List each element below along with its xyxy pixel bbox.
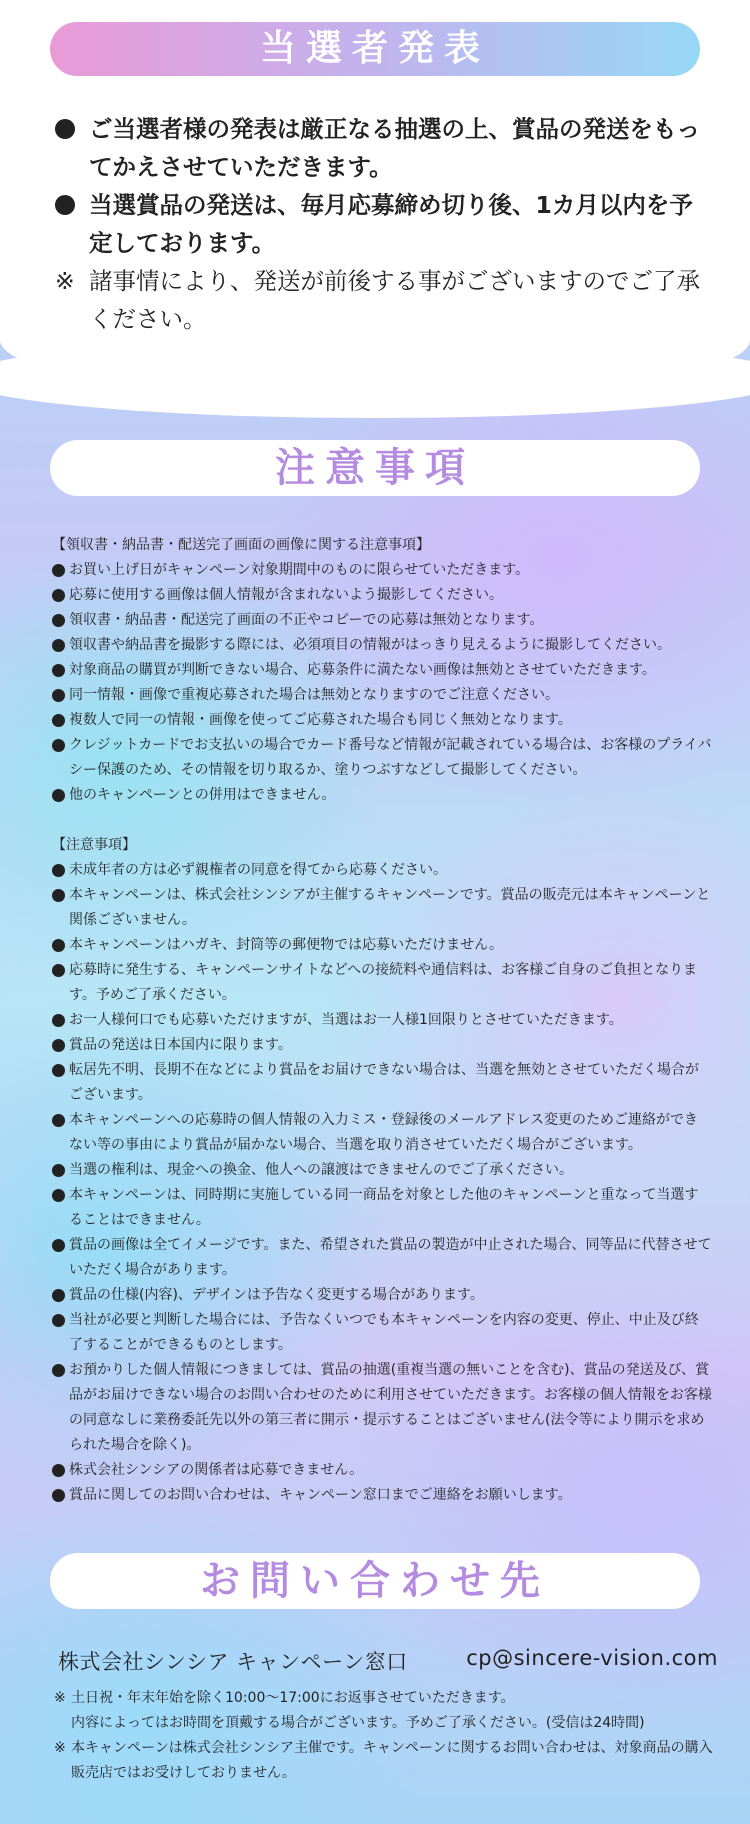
notice-item: [52, 933, 712, 958]
bullet-dot-icon: [52, 964, 65, 977]
notice-text: 賞品の発送は日本国内に限ります。: [69, 1037, 292, 1053]
notice-text: 同一情報・画像で重複応募された場合は無効となりますのでご注意ください。: [69, 687, 559, 703]
notice-item: [52, 708, 712, 733]
contact-footnotes: [54, 1686, 714, 1786]
bullet-dot-icon: [52, 564, 65, 577]
bullet-dot-icon: [52, 664, 65, 677]
notice-item: [52, 1008, 712, 1033]
notice-item: [52, 1458, 712, 1483]
notice-text: 本キャンペーンへの応募時の個人情報の入力ミス・登録後のメールアドレス変更のためご連絡ができない等の事由により賞品が届かない場合、当選を取り消させていただく場合がございます。: [69, 1112, 699, 1153]
notice-item: [52, 858, 712, 883]
announcement-note: [55, 262, 705, 338]
notice-item: [52, 733, 712, 783]
bullet-dot-icon: [52, 789, 65, 802]
receipt-notices-list: [52, 558, 712, 808]
notice-text: 株式会社シンシアの関係者は応募できません。: [69, 1462, 364, 1478]
announcement-text: 当選賞品の発送は、毎月応募締め切り後、1カ月以内を予定しております。: [89, 191, 693, 257]
notice-item: [52, 658, 712, 683]
notice-item: [52, 1058, 712, 1108]
notice-text: 未成年者の方は必ず親権者の同意を得てから応募ください。: [69, 862, 447, 878]
notice-text: クレジットカードでお支払いの場合でカード番号など情報が記載されている場合は、お客様のプライバシー保護のため、その情報を切り取るか、塗りつぶすなどして撮影してください。: [69, 737, 712, 778]
contact-email-link[interactable]: cp@sincere-vision.com: [466, 1646, 718, 1670]
notice-text: 当選の権利は、現金への換金、他人への譲渡はできませんのでご了承ください。: [69, 1162, 573, 1178]
notice-text: お一人様何口でも応募いただけますが、当選はお一人様1回限りとさせていただきます。: [69, 1012, 623, 1028]
bullet-dot-icon: [52, 614, 65, 627]
notice-text: 賞品の仕様(内容)、デザインは予告なく変更する場合があります。: [69, 1287, 484, 1303]
bullet-dot-icon: [52, 1364, 65, 1377]
bullet-dot-icon: [52, 1114, 65, 1127]
notice-text: 賞品の画像は全てイメージです。また、希望された賞品の製造が中止された場合、同等品に代替させていただく場合があります。: [69, 1237, 712, 1278]
notice-item: [52, 1033, 712, 1058]
announcement-text: ご当選者様の発表は厳正なる抽選の上、賞品の発送をもってかえさせていただきます。: [89, 115, 700, 181]
notice-text: 複数人で同一の情報・画像を使ってご応募された場合も同じく無効となります。: [69, 712, 572, 728]
winner-announcement-banner: [50, 22, 700, 76]
footnote-item: [54, 1686, 714, 1711]
contact-info: [58, 1646, 718, 1676]
general-notices-heading: 【注意事項】: [52, 837, 136, 853]
footnote-text: 内容によってはお時間を頂戴する場合がございます。予めご了承ください。(受信は24時間): [71, 1715, 645, 1731]
contact-title: お問い合わせ先: [200, 1558, 550, 1604]
notice-text: 領収書や納品書を撮影する際には、必須項目の情報がはっきり見えるように撮影してください。: [69, 637, 671, 653]
notice-item: [52, 883, 712, 933]
notice-text: 賞品に関してのお問い合わせは、キャンペーン窓口までご連絡をお願いします。: [69, 1487, 572, 1503]
notice-text: 他のキャンペーンとの併用はできません。: [69, 787, 336, 803]
announcement-section: [55, 110, 705, 338]
bullet-dot-icon: [52, 1464, 65, 1477]
notice-item: [52, 1108, 712, 1158]
bullet-dot-icon: [52, 1239, 65, 1252]
notice-item: [52, 1308, 712, 1358]
bullet-dot-icon: [52, 1289, 65, 1302]
notices-title: 注意事項: [275, 445, 475, 491]
bullet-dot-icon: [52, 1064, 65, 1077]
bullet-dot-icon: [52, 739, 65, 752]
bullet-dot-icon: [52, 889, 65, 902]
notice-text: 応募時に発生する、キャンペーンサイトなどへの接続料や通信料は、お客様ご自身のご負担となります。予めご了承ください。: [69, 962, 698, 1003]
bullet-dot-icon: [52, 639, 65, 652]
bullet-dot-icon: [52, 1039, 65, 1052]
bullet-dot-icon: [52, 1164, 65, 1177]
notice-item: [52, 1158, 712, 1183]
notice-text: 当社が必要と判断した場合には、予告なくいつでも本キャンペーンを内容の変更、停止、中止及び終了することができるものとします。: [69, 1312, 699, 1353]
footnote-item: [54, 1736, 714, 1786]
notice-item: [52, 608, 712, 633]
notice-text: 応募に使用する画像は個人情報が含まれないよう撮影してください。: [69, 587, 503, 603]
announcement-note-text: 諸事情により、発送が前後する事がございますのでご了承ください。: [89, 267, 700, 333]
notice-text: 領収書・納品書・配送完了画面の不正やコピーでの応募は無効となります。: [69, 612, 544, 628]
bullet-dot-icon: [52, 589, 65, 602]
footnote-mark: ※: [54, 1690, 66, 1706]
notice-text: 本キャンペーンは、株式会社シンシアが主催するキャンペーンです。賞品の販売元は本キャンペーンと関係ございません。: [69, 887, 711, 928]
announcement-item: [55, 110, 705, 186]
footnote-text: 本キャンペーンは株式会社シンシア主催です。キャンペーンに関するお問い合わせは、対象商品の購入販売店ではお受けしておりません。: [71, 1740, 713, 1781]
notice-item: [52, 558, 712, 583]
notice-item: [52, 1283, 712, 1308]
notice-item: [52, 958, 712, 1008]
notice-text: 転居先不明、長期不在などにより賞品をお届けできない場合は、当選を無効とさせていただく場合がございます。: [69, 1062, 699, 1103]
bullet-dot-icon: [52, 1014, 65, 1027]
note-mark: ※: [55, 267, 75, 295]
notice-text: お預かりした個人情報につきましては、賞品の抽選(重複当選の無いことを含む)、賞品の発送及び、賞品がお届けできない場合のお問い合わせのために利用させていただきます。お客様の個人情報をお客様の同意なしに業務委託先以外の第三者に開示・提示することはございません(法令等により開示を求められた場合を除く)。: [69, 1362, 712, 1453]
notice-item: [52, 583, 712, 608]
notice-text: 本キャンペーンは、同時期に実施している同一商品を対象とした他のキャンペーンと重なって当選することはできません。: [69, 1187, 699, 1228]
notice-text: お買い上げ日がキャンペーン対象期間中のものに限らせていただきます。: [69, 562, 530, 578]
footnote-mark: ※: [54, 1740, 66, 1756]
contact-name: 株式会社シンシア キャンペーン窓口: [58, 1650, 408, 1674]
bullet-dot-icon: [52, 689, 65, 702]
notices-banner: [50, 440, 700, 496]
notice-item: [52, 1183, 712, 1233]
notices-section: [52, 533, 712, 1508]
bullet-dot-icon: [52, 939, 65, 952]
notice-item: [52, 1358, 712, 1458]
contact-banner: [50, 1553, 700, 1609]
receipt-notices-heading: 【領収書・納品書・配送完了画面の画像に関する注意事項】: [52, 537, 430, 553]
general-notices-list: [52, 858, 712, 1508]
notice-text: 対象商品の購買が判断できない場合、応募条件に満たない画像は無効とさせていただきます。: [69, 662, 656, 678]
announcement-item: [55, 186, 705, 262]
notice-item: [52, 783, 712, 808]
bullet-dot-icon: [52, 714, 65, 727]
bullet-dot-icon: [52, 1189, 65, 1202]
footnote-text: 土日祝・年末年始を除く10:00〜17:00にお返事させていただきます。: [71, 1690, 515, 1706]
notice-item: [52, 633, 712, 658]
bullet-dot-icon: [55, 119, 75, 139]
notice-item: [52, 1233, 712, 1283]
winner-announcement-title: 当選者発表: [259, 28, 490, 69]
bullet-dot-icon: [55, 195, 75, 215]
bullet-dot-icon: [52, 864, 65, 877]
notice-item: [52, 1483, 712, 1508]
bullet-dot-icon: [52, 1314, 65, 1327]
notice-text: 本キャンペーンはハガキ、封筒等の郵便物では応募いただけません。: [69, 937, 503, 953]
footnote-item: [54, 1711, 714, 1736]
notice-item: [52, 683, 712, 708]
bullet-dot-icon: [52, 1489, 65, 1502]
